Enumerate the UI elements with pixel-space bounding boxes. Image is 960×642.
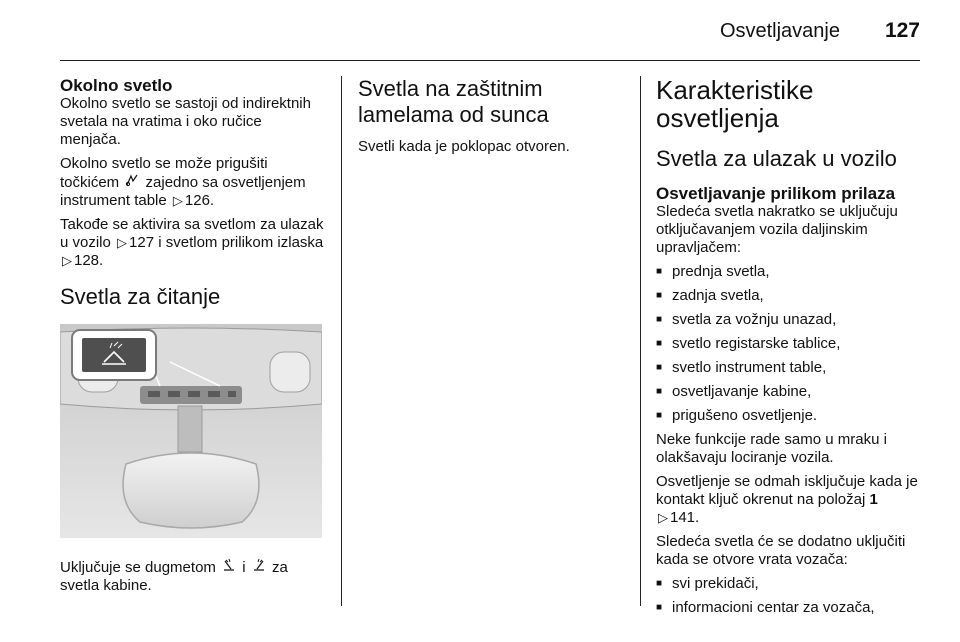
- lighting-features-heading: Karakteristike osvetljenja: [656, 75, 814, 133]
- column-1: [60, 76, 326, 601]
- header-rule: [60, 60, 920, 61]
- dimmer-wheel-icon: [125, 173, 139, 192]
- lights-off-paragraph: Osvetljenje se odmah isključuje kada je kontakt ključ okrenut na položaj 1 ▷ 141.: [656, 473, 918, 526]
- ambient-light-paragraph-1: Okolno svetlo se sastoji od indirektnih svetala na vratima i oko ručice menjača.: [60, 95, 311, 148]
- page-number: 127: [884, 19, 920, 42]
- page-reference[interactable]: 141.: [670, 509, 700, 526]
- key-position: 1: [869, 491, 878, 508]
- list-item: ■ zadnja svetla,: [656, 287, 924, 305]
- dark-functions-paragraph: Neke funkcije rade samo u mraku i olakšavaju lociranje vozila.: [656, 431, 887, 466]
- welcome-lighting-intro: Sledeća svetla nakratko se uključuju otključavanjem vozila daljinskim upravljačem:: [656, 203, 898, 256]
- page-reference[interactable]: 128.: [74, 252, 104, 269]
- sunvisor-lights-paragraph: Svetli kada je poklopac otvoren.: [358, 138, 570, 155]
- list-item: ■ svetlo registarske tablice,: [656, 335, 924, 353]
- page-reference-icon[interactable]: ▷: [117, 235, 128, 250]
- reading-lights-figure: [60, 324, 322, 538]
- driver-door-paragraph: Sledeća svetla će se dodatno uključiti kada se otvore vrata vozača:: [656, 533, 906, 568]
- driver-door-lights-list: [656, 575, 924, 617]
- running-title: Osvetljavanje: [719, 20, 840, 42]
- page-reference-icon[interactable]: ▷: [658, 510, 668, 525]
- page-reference-icon[interactable]: ▷: [172, 193, 183, 208]
- list-item: ■ osvetljavanje kabine,: [656, 383, 924, 401]
- reading-light-switch-icon: [252, 558, 266, 577]
- column-divider-1: [341, 76, 342, 606]
- page-header: [0, 0, 960, 62]
- reading-lights-paragraph: Uključuje se dugmetom i za svetla kabine.: [60, 559, 288, 594]
- reading-light-switch-icon: [222, 558, 236, 577]
- page-reference-icon[interactable]: ▷: [62, 253, 72, 268]
- entry-lights-heading: Svetla za ulazak u vozilo: [656, 146, 897, 171]
- column-3: [656, 76, 924, 623]
- sunvisor-lights-heading: Svetla na zaštitnim lamelama od sunca: [358, 76, 549, 127]
- page-reference[interactable]: 127: [129, 234, 155, 251]
- welcome-lighting-heading: Osvetljavanje prilikom prilaza: [656, 184, 896, 203]
- reading-lights-heading: Svetla za čitanje: [60, 284, 221, 309]
- ambient-light-heading: Okolno svetlo: [60, 76, 173, 95]
- column-2: [358, 76, 616, 162]
- page-reference[interactable]: 126.: [184, 192, 215, 209]
- ambient-light-paragraph-2: Okolno svetlo se može prigušiti točkićem zajedno sa osvetljenjem instrument table ▷ 126.: [60, 155, 306, 209]
- ambient-light-paragraph-3: Takođe se aktivira sa svetlom za ulazak u vozilo ▷ 127 i svetlom prilikom izlaska ▷ 128.: [60, 216, 324, 269]
- list-item: ■ svi prekidači,: [656, 575, 924, 593]
- welcome-lights-list: [656, 263, 924, 425]
- list-item: ■ prigušeno osvetljenje.: [656, 407, 924, 425]
- column-divider-2: [640, 76, 641, 606]
- list-item: ■ svetlo instrument table,: [656, 359, 924, 377]
- list-item: ■ svetla za vožnju unazad,: [656, 311, 924, 329]
- list-item: ■ prednja svetla,: [656, 263, 924, 281]
- list-item: ■ informacioni centar za vozača,: [656, 599, 924, 617]
